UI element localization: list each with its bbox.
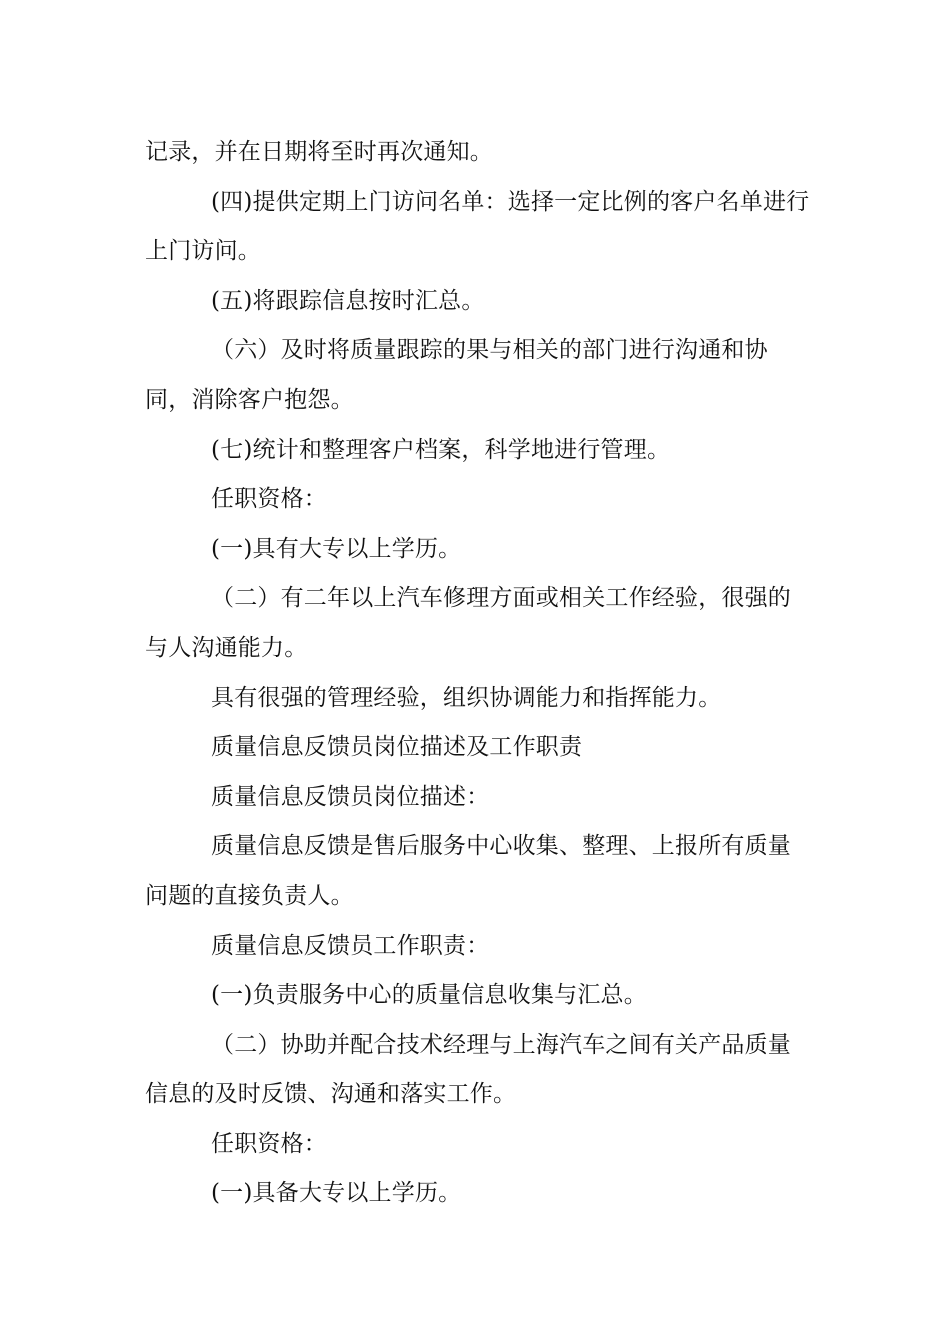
paragraph-visit-list: (四)提供定期上门访问名单：选择一定比例的客户名单进行上门访问。 <box>145 188 810 265</box>
paragraph-qualifications-heading-second: 任职资格： <box>211 1130 327 1157</box>
paragraph-management-requirement: 具有很强的管理经验，组织协调能力和指挥能力。 <box>211 684 722 711</box>
paragraph-duty-two: （二）协助并配合技术经理与上海汽车之间有关产品质量信息的及时反馈、沟通和落实工作。 <box>145 1031 791 1108</box>
paragraph-section-title: 质量信息反馈员岗位描述及工作职责 <box>211 734 583 761</box>
paragraph-role-description-heading: 质量信息反馈员岗位描述： <box>211 783 490 810</box>
paragraph-quality-communication: （六）及时将质量跟踪的果与相关的部门进行沟通和协同，消除客户抱怨。 <box>145 337 768 413</box>
paragraph-customer-files: (七)统计和整理客户档案，科学地进行管理。 <box>211 436 671 463</box>
paragraph-duties-heading: 质量信息反馈员工作职责： <box>211 932 490 959</box>
paragraph-experience-requirement: （二）有二年以上汽车修理方面或相关工作经验，很强的与人沟通能力。 <box>145 585 791 661</box>
document-body <box>145 128 810 1219</box>
paragraph-education-requirement-second: (一)具备大专以上学历。 <box>211 1180 462 1207</box>
paragraph-education-requirement: (一)具有大专以上学历。 <box>211 535 462 562</box>
paragraph-qualifications-heading: 任职资格： <box>211 486 327 513</box>
paragraph-tracking-summary: (五)将跟踪信息按时汇总。 <box>211 287 485 314</box>
paragraph-duty-one: (一)负责服务中心的质量信息收集与汇总。 <box>211 982 647 1009</box>
paragraph-role-description: 质量信息反馈是售后服务中心收集、整理、上报所有质量问题的直接负责人。 <box>145 833 791 909</box>
paragraph-notice-record: 记录，并在日期将至时再次通知。 <box>145 139 493 165</box>
